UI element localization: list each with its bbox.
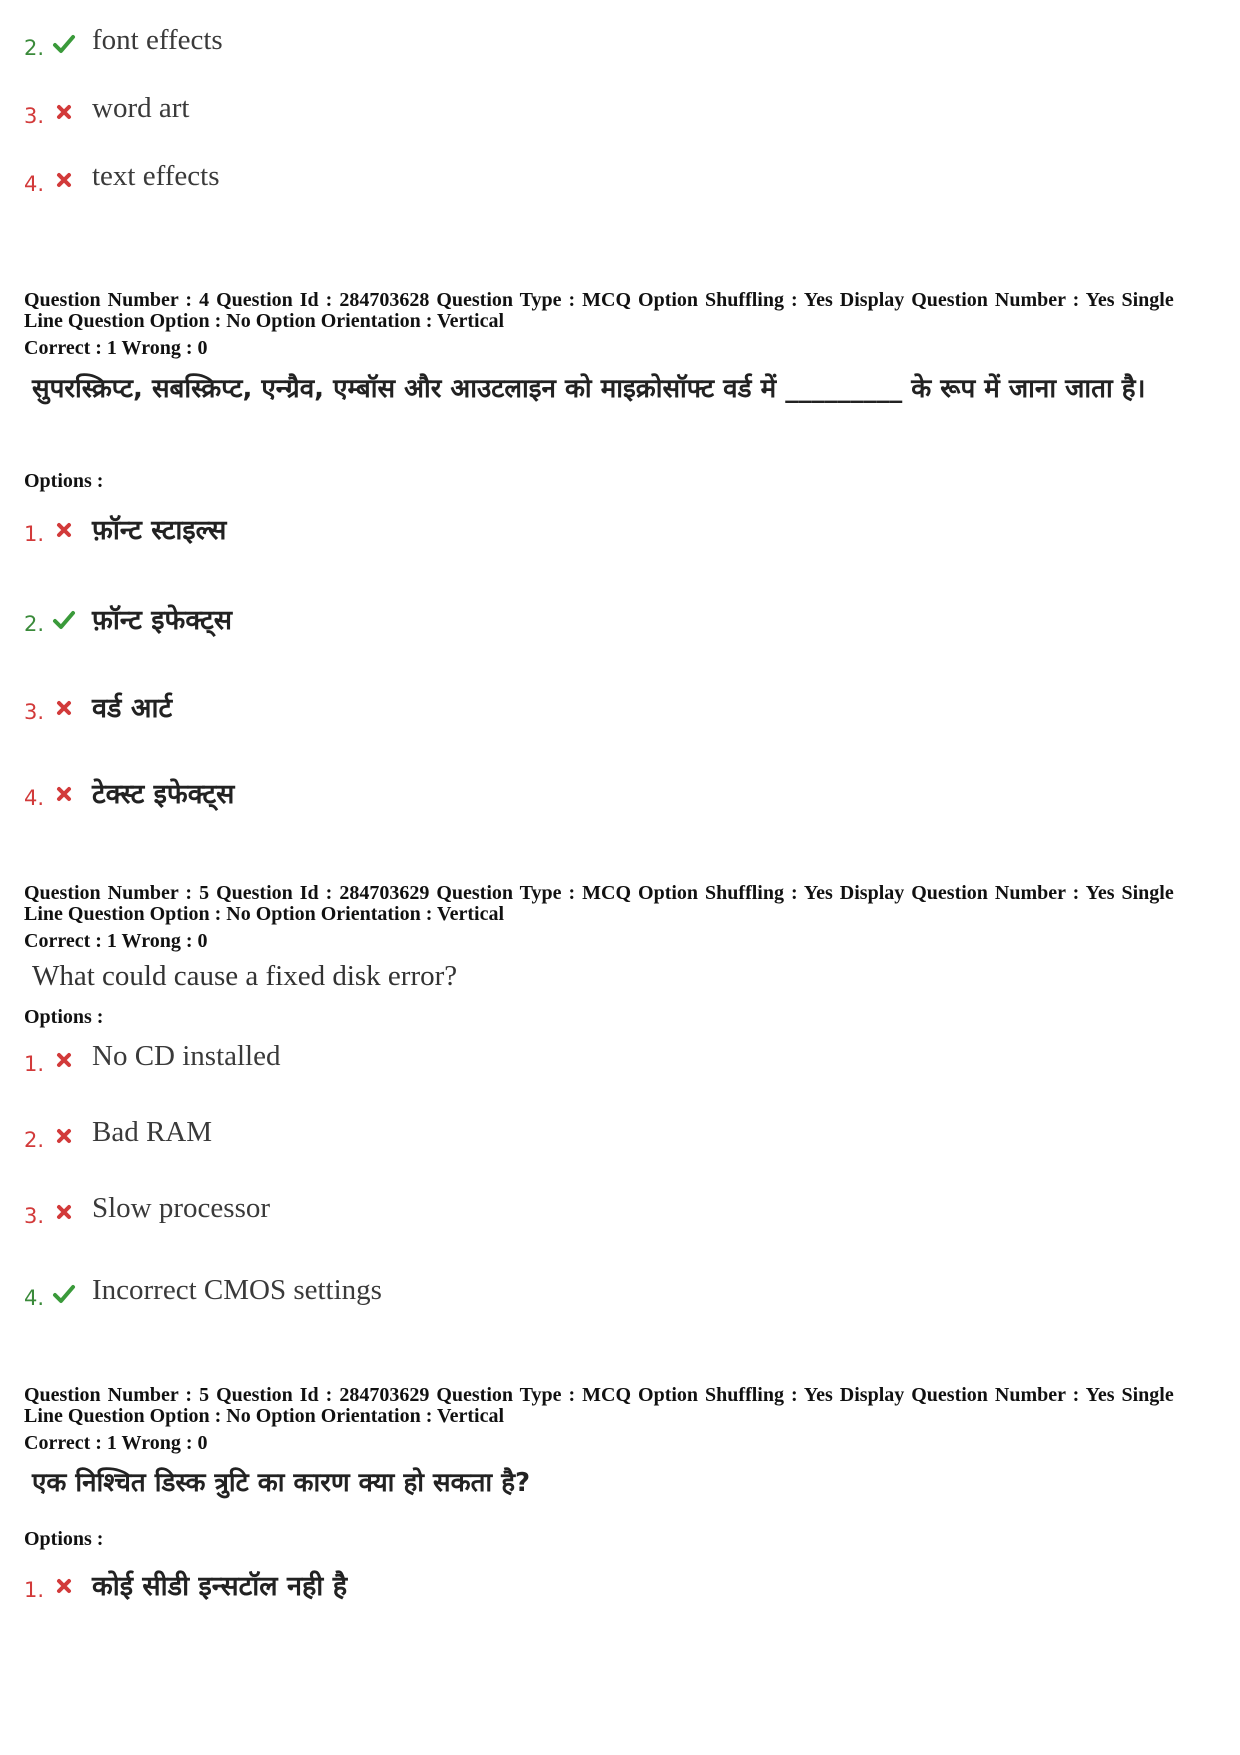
option-text: फ़ॉन्ट स्टाइल्स: [92, 515, 227, 546]
option-text: Bad RAM: [92, 1116, 213, 1148]
option-number: 2.: [24, 612, 45, 636]
option-text: वर्ड आर्ट: [92, 693, 173, 724]
option-text: text effects: [92, 160, 220, 192]
option-text: Incorrect CMOS settings: [92, 1274, 382, 1306]
option-row: [24, 1116, 924, 1162]
option-row: [24, 92, 924, 138]
question-text: सुपरस्क्रिप्ट, सबस्क्रिप्ट, एन्ग्रैव, एम्बॉस और आउटलाइन को माइक्रोसॉफ्ट वर्ड में _________ के रूप में जाना जाता है।: [32, 374, 1146, 404]
cross-icon: [52, 100, 76, 124]
check-icon: [52, 608, 76, 632]
option-text: कोई सीडी इन्सटॉल नही है: [92, 1571, 348, 1602]
question-header-line: Line Question Option : No Option Orientation : Vertical: [24, 310, 505, 332]
option-number: 3.: [24, 1204, 45, 1228]
cross-icon: [52, 1048, 76, 1072]
option-text: No CD installed: [92, 1040, 281, 1072]
cross-icon: [52, 696, 76, 720]
check-icon: [52, 1282, 76, 1306]
option-row: [24, 1192, 924, 1238]
option-row: [24, 600, 924, 646]
option-text: font effects: [92, 24, 223, 56]
option-number: 3.: [24, 700, 45, 724]
option-row: [24, 1274, 924, 1320]
question-header-line: Line Question Option : No Option Orientation : Vertical: [24, 1405, 505, 1427]
option-number: 2.: [24, 36, 45, 60]
check-icon: [52, 32, 76, 56]
option-number: 4.: [24, 172, 45, 196]
option-row: [24, 510, 924, 556]
score-info: Correct : 1 Wrong : 0: [24, 930, 208, 952]
question-header-line: Question Number : 5 Question Id : 284703629 Question Type : MCQ Option Shuffling : Yes Display Question Number : Yes Single: [24, 882, 1174, 904]
option-row: [24, 24, 924, 70]
score-info: Correct : 1 Wrong : 0: [24, 337, 208, 359]
option-row: [24, 160, 924, 206]
cross-icon: [52, 1200, 76, 1224]
question-header-line: Question Number : 5 Question Id : 284703629 Question Type : MCQ Option Shuffling : Yes Display Question Number : Yes Single: [24, 1384, 1174, 1406]
options-label: Options :: [24, 470, 104, 492]
cross-icon: [52, 1124, 76, 1148]
option-row: [24, 1040, 924, 1086]
option-row: [24, 688, 924, 734]
option-text: फ़ॉन्ट इफेक्ट्स: [92, 605, 232, 636]
option-number: 2.: [24, 1128, 45, 1152]
question-text: एक निश्चित डिस्क त्रुटि का कारण क्या हो सकता है?: [32, 1468, 531, 1498]
cross-icon: [52, 1574, 76, 1598]
cross-icon: [52, 782, 76, 806]
option-row: [24, 774, 924, 820]
option-number: 3.: [24, 104, 45, 128]
option-text: word art: [92, 92, 190, 124]
question-header: [24, 883, 1224, 925]
score-info: Correct : 1 Wrong : 0: [24, 1432, 208, 1454]
question-text: What could cause a fixed disk error?: [32, 960, 458, 992]
option-number: 1.: [24, 522, 45, 546]
option-number: 1.: [24, 1578, 45, 1602]
option-number: 1.: [24, 1052, 45, 1076]
option-text: Slow processor: [92, 1192, 271, 1224]
question-header-line: Question Number : 4 Question Id : 284703628 Question Type : MCQ Option Shuffling : Yes Display Question Number : Yes Single: [24, 289, 1174, 311]
option-text: टेक्स्ट इफेक्ट्स: [92, 779, 235, 810]
cross-icon: [52, 518, 76, 542]
options-label: Options :: [24, 1528, 104, 1550]
options-label: Options :: [24, 1006, 104, 1028]
question-header: [24, 1385, 1224, 1427]
question-header-line: Line Question Option : No Option Orientation : Vertical: [24, 903, 505, 925]
option-row: [24, 1566, 924, 1612]
cross-icon: [52, 168, 76, 192]
question-header: [24, 290, 1224, 332]
option-number: 4.: [24, 1286, 45, 1310]
option-number: 4.: [24, 786, 45, 810]
